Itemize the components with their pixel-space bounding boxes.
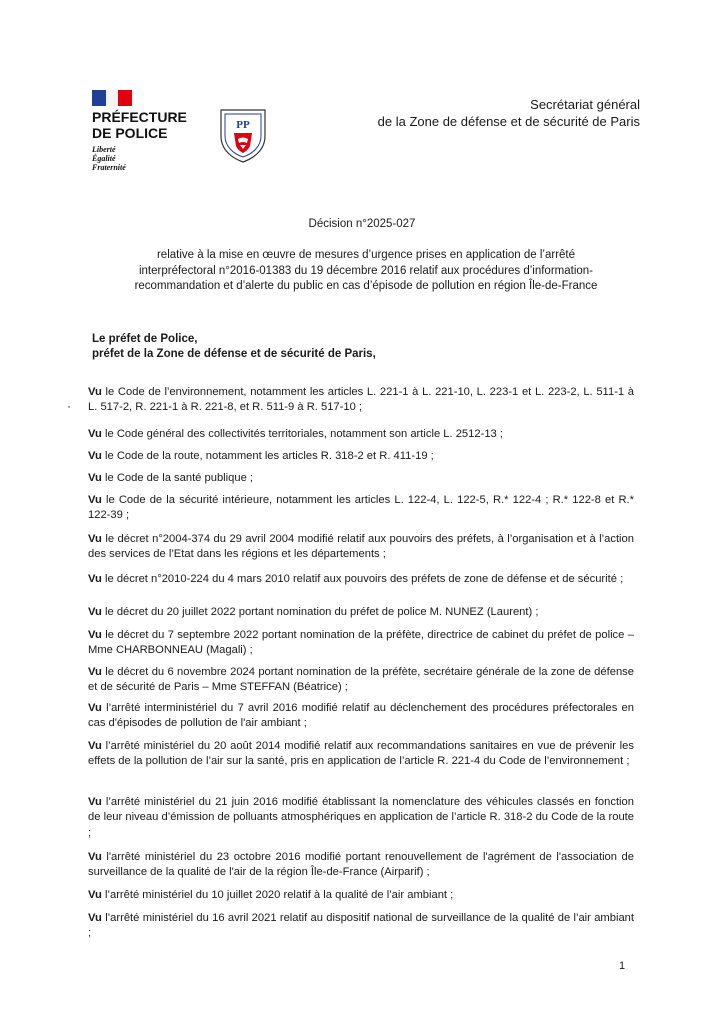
visa-keyword: Vu [88, 912, 102, 924]
secretariat-line-2: de la Zone de défense et de sécurité de Paris [377, 114, 640, 129]
visa-text: le décret n°2004-374 du 29 avril 2004 modifié relatif aux pouvoirs des préfets, à l’organisation et à l’action des services de l’Etat dans les régions et les départements ; [88, 533, 634, 561]
prefecture-logo [92, 90, 202, 172]
page-number: 1 [619, 960, 626, 972]
visa-keyword: Vu [88, 494, 102, 506]
decision-subject [96, 248, 636, 295]
visa-item [88, 493, 634, 524]
visa-keyword: Vu [88, 450, 102, 462]
visa-text: l’arrêté ministériel du 16 avril 2021 relatif au dispositif national de surveillance de la qualité de l’air ambiant ; [88, 912, 634, 940]
motto-line-2: Égalité [92, 154, 116, 163]
visa-item [88, 665, 634, 696]
visa-item [88, 471, 634, 486]
visa-item [88, 739, 634, 770]
visa-text: le Code général des collectivités territoriales, notamment son article L. 2512-13 ; [101, 428, 503, 440]
visa-keyword: Vu [88, 606, 102, 618]
visa-item [88, 427, 634, 442]
logo-title-line-2: DE POLICE [92, 125, 168, 141]
visa-keyword: Vu [88, 428, 102, 440]
visa-text: le Code de la route, notamment les articles R. 318-2 et R. 411-19 ; [101, 450, 434, 462]
visa-text: le décret n°2010-224 du 4 mars 2010 relatif aux pouvoirs des préfets de zone de défense et de sécurité ; [101, 573, 624, 585]
svg-text:PP: PP [236, 119, 250, 131]
subject-line-1: relative à la mise en œuvre de mesures d’urgence prises en application de l’arrêté [156, 249, 576, 261]
visa-item [88, 628, 634, 659]
visa-keyword: Vu [88, 740, 102, 752]
visa-keyword: Vu [88, 889, 102, 901]
visa-text: l’arrêté ministériel du 10 juillet 2020 relatif à la qualité de l’air ambiant ; [101, 889, 454, 901]
visa-text: le décret du 20 juillet 2022 portant nomination du préfet de police M. NUNEZ (Laurent) ; [101, 606, 539, 618]
visa-text: l’arrêté ministériel du 20 août 2014 modifié relatif aux recommandations sanitaires en vue de prévenir les effets de la pollution de l’air sur la santé, pris en application de l’article R. 221-4 du Code de l’environnement ; [88, 740, 634, 768]
visa-text: le Code de l’environnement, notamment les articles L. 221-1 à L. 221-10, L. 223-1 et L. 223-2, L. 511-1 à L. 517-2, R. 221-1 à R. 221-8, et R. 511-9 à R. 517-10 ; [88, 386, 634, 414]
visa-item [88, 572, 634, 587]
police-emblem-icon [218, 106, 268, 164]
visa-item [88, 605, 634, 620]
visa-text: le décret du 6 novembre 2024 portant nomination de la préfète, secrétaire générale de la zone de défense et de sécurité de Paris – Mme STEFFAN (Béatrice) ; [88, 666, 634, 694]
authority-heading [92, 332, 376, 362]
secretariat-line-1: Secrétariat général [530, 97, 640, 112]
visa-keyword: Vu [88, 796, 102, 808]
motto-line-1: Liberté [92, 145, 116, 154]
authority-line-1: Le préfet de Police, [92, 333, 198, 345]
subject-line-2: interpréfectoral n°2016-01383 du 19 décembre 2016 relatif aux procédures d’information- [138, 264, 593, 277]
motto-line-3: Fraternité [92, 163, 126, 172]
visa-text: l’arrêté interministériel du 7 avril 2016 modifié relatif au déclenchement des procédures préfectorales en cas d'épisodes de pollution de l'air ambiant ; [88, 702, 634, 730]
visa-text: l'arrêté ministériel du 23 octobre 2016 modifié portant renouvellement de l'agrément de l'association de surveillance de la qualité de l'air de la région Île-de-France (Airparif) ; [88, 851, 634, 879]
visa-text: le Code de la sécurité intérieure, notamment les articles L. 122-4, L. 122-5, R.* 122-4 ; R.* 122-8 et R.* 122-39 ; [88, 494, 634, 522]
secretariat-header [378, 96, 640, 130]
subject-line-3: recommandation et d’alerte du public en cas d’épisode de pollution en région Île-de-France [134, 280, 598, 292]
visa-keyword: Vu [88, 472, 102, 484]
visa-item [88, 532, 634, 563]
scan-speck [68, 406, 70, 408]
visa-keyword: Vu [88, 573, 102, 585]
visa-item [88, 385, 634, 416]
visa-item [88, 795, 634, 841]
visa-keyword: Vu [88, 666, 102, 678]
visa-item [88, 449, 634, 464]
visa-item [88, 888, 634, 903]
visa-keyword: Vu [88, 629, 102, 641]
visa-keyword: Vu [88, 702, 102, 714]
visa-text: le décret du 7 septembre 2022 portant nomination de la préfète, directrice de cabinet du préfet de police – Mme CHARBONNEAU (Magali) ; [88, 629, 634, 657]
french-flag-icon [92, 90, 132, 106]
authority-line-2: préfet de la Zone de défense et de sécurité de Paris, [92, 348, 376, 360]
motto [92, 145, 202, 172]
visa-keyword: Vu [88, 386, 102, 398]
decision-title: Décision n°2025-027 [308, 218, 416, 230]
logo-title-line-1: PRÉFECTURE [92, 109, 187, 125]
visa-keyword: Vu [88, 851, 102, 863]
visa-text: l’arrêté ministériel du 21 juin 2016 modifié établissant la nomenclature des véhicules classés en fonction de leur niveau d’émission de polluants atmosphériques en application de l’article R. 318-2 du Code de la route ; [88, 796, 634, 839]
visa-item [88, 850, 634, 881]
visa-text: le Code de la santé publique ; [101, 472, 254, 484]
visa-keyword: Vu [88, 533, 102, 545]
visa-item [88, 701, 634, 732]
visa-item [88, 911, 634, 942]
